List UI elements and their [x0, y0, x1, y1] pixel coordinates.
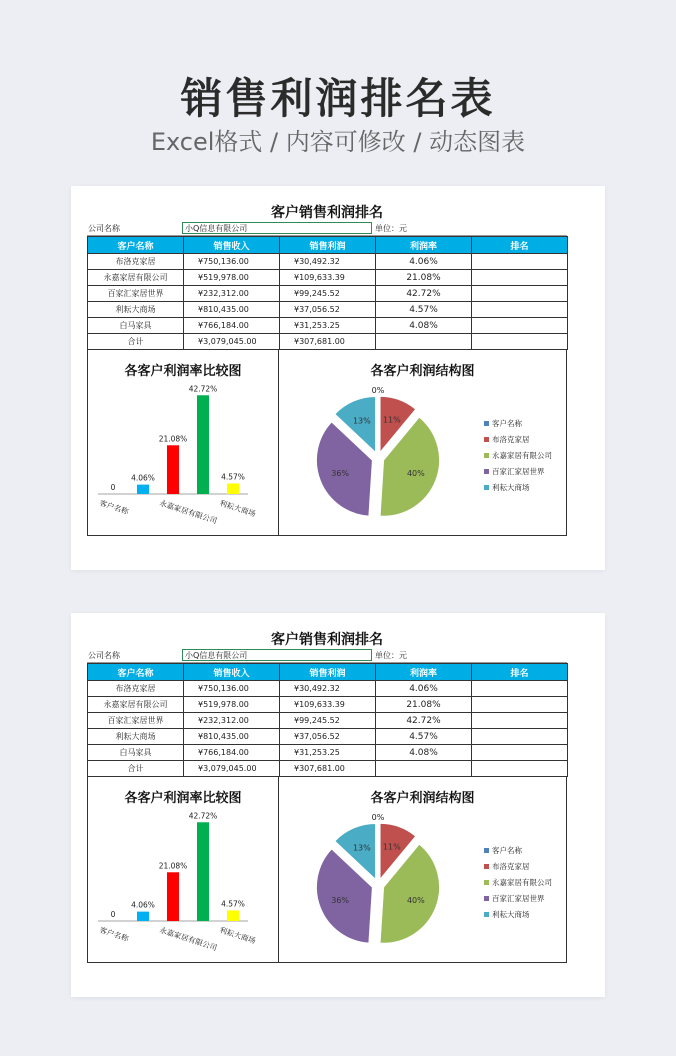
company-name-cell[interactable]: 小Q信息有限公司 [182, 649, 372, 661]
cell-rank[interactable] [472, 318, 568, 334]
legend-label-1: 布洛克家居 [492, 435, 530, 444]
cell-customer[interactable]: 布洛克家居 [88, 254, 184, 270]
table-total-row [88, 334, 568, 350]
legend-label-4: 利耘大商场 [492, 910, 530, 919]
table-row [88, 697, 568, 713]
tick-label-0: 客户名称 [98, 925, 130, 944]
legend-label-3: 百家汇家居世界 [492, 894, 545, 903]
table-row [88, 302, 568, 318]
cell-rate[interactable]: 4.57% [376, 302, 472, 318]
page-title: 销售利润排名表 [180, 74, 496, 123]
ranking-table [87, 663, 568, 777]
data-label-0: 0 [110, 910, 116, 919]
cell-profit[interactable]: ¥99,245.52 [280, 286, 376, 302]
unit-label: 单位：元 [375, 651, 407, 660]
legend-swatch-1 [484, 437, 489, 442]
data-label-4: 4.57% [221, 899, 245, 909]
cell-rate[interactable]: 42.72% [376, 713, 472, 729]
sheet-title: 客户销售利润排名 [271, 205, 383, 221]
tick-label-0: 客户名称 [98, 498, 130, 517]
pie-chart-panel[interactable] [278, 350, 567, 535]
table-header-row [88, 664, 568, 681]
cell-revenue[interactable]: ¥750,136.00 [184, 254, 280, 270]
cell-revenue[interactable]: ¥232,312.00 [184, 713, 280, 729]
legend-label-0: 客户名称 [492, 846, 522, 855]
table-row [88, 729, 568, 745]
cell-profit[interactable]: ¥31,253.25 [280, 318, 376, 334]
cell-rank[interactable] [472, 697, 568, 713]
cell-rate[interactable]: 21.08% [376, 270, 472, 286]
cell-customer[interactable]: 百家汇家居世界 [88, 286, 184, 302]
cell-total-profit[interactable]: ¥307,681.00 [280, 761, 376, 777]
table-row [88, 270, 568, 286]
bar-1 [137, 485, 149, 494]
data-label-4: 4.57% [221, 472, 245, 482]
cell-total-rank[interactable] [472, 334, 568, 350]
bar-2 [167, 872, 179, 921]
header-rate: 利润率 [376, 664, 472, 681]
header-profit: 销售利润 [280, 664, 376, 681]
spreadsheet [87, 204, 567, 536]
legend-swatch-4 [484, 912, 489, 917]
pie-label-2: 40% [406, 468, 425, 478]
header-rate: 利润率 [376, 237, 472, 254]
cell-revenue[interactable]: ¥810,435.00 [184, 729, 280, 745]
cell-revenue[interactable]: ¥810,435.00 [184, 302, 280, 318]
legend-swatch-2 [484, 453, 489, 458]
cell-rate[interactable]: 21.08% [376, 697, 472, 713]
bar-3 [197, 395, 209, 494]
cell-rate[interactable]: 42.72% [376, 286, 472, 302]
header-revenue: 销售收入 [184, 237, 280, 254]
cell-profit[interactable]: ¥109,633.39 [280, 697, 376, 713]
unit-label: 单位：元 [375, 224, 407, 233]
cell-profit[interactable]: ¥37,056.52 [280, 729, 376, 745]
template-card-2 [71, 613, 605, 997]
pie-label-1: 11% [382, 842, 401, 852]
cell-rank[interactable] [472, 713, 568, 729]
cell-revenue[interactable]: ¥519,978.00 [184, 697, 280, 713]
bar-1 [137, 912, 149, 921]
cell-customer[interactable]: 布洛克家居 [88, 681, 184, 697]
tick-label-1: 永嘉家居有限公司 [158, 925, 219, 953]
cell-rank[interactable] [472, 270, 568, 286]
company-label: 公司名称 [88, 651, 120, 660]
cell-profit[interactable]: ¥31,253.25 [280, 745, 376, 761]
header-rank: 排名 [472, 237, 568, 254]
header-profit: 销售利润 [280, 237, 376, 254]
bar-chart-title: 各客户利润率比较图 [124, 791, 242, 806]
cell-total-profit[interactable]: ¥307,681.00 [280, 334, 376, 350]
cell-total-rate[interactable] [376, 334, 472, 350]
cell-revenue[interactable]: ¥519,978.00 [184, 270, 280, 286]
data-label-2: 21.08% [158, 861, 188, 871]
cell-revenue[interactable]: ¥232,312.00 [184, 286, 280, 302]
tick-label-2: 利耘大商场 [218, 498, 257, 519]
cell-total-label[interactable]: 合计 [88, 334, 184, 350]
legend-label-3: 百家汇家居世界 [492, 467, 545, 476]
data-label-0: 0 [110, 483, 116, 492]
table-total-row [88, 761, 568, 777]
bar-4 [227, 910, 239, 921]
table-row [88, 286, 568, 302]
table-header-row [88, 237, 568, 254]
cell-profit[interactable]: ¥30,492.32 [280, 254, 376, 270]
legend-label-2: 永嘉家居有限公司 [492, 451, 552, 460]
sheet-title: 客户销售利润排名 [271, 632, 383, 648]
bar-chart-panel[interactable] [88, 777, 279, 962]
legend-swatch-3 [484, 896, 489, 901]
cell-total-revenue[interactable]: ¥3,079,045.00 [184, 761, 280, 777]
spreadsheet [87, 631, 567, 963]
pie-label-4: 13% [352, 843, 371, 853]
pie-chart-panel[interactable] [278, 777, 567, 962]
cell-rank[interactable] [472, 286, 568, 302]
cell-rank[interactable] [472, 729, 568, 745]
legend-swatch-0 [484, 421, 489, 426]
data-label-2: 21.08% [158, 434, 188, 444]
header-customer: 客户名称 [88, 237, 184, 254]
legend-swatch-2 [484, 880, 489, 885]
table-row [88, 713, 568, 729]
info-row [87, 222, 567, 236]
legend-label-4: 利耘大商场 [492, 483, 530, 492]
cell-revenue[interactable]: ¥766,184.00 [184, 318, 280, 334]
data-label-1: 4.06% [131, 900, 155, 910]
cell-customer[interactable]: 永嘉家居有限公司 [88, 697, 184, 713]
pie-label-2: 40% [406, 895, 425, 905]
cell-rate[interactable]: 4.06% [376, 254, 472, 270]
pie-label-4: 13% [352, 416, 371, 426]
company-name-cell[interactable]: 小Q信息有限公司 [182, 222, 372, 234]
cell-rate[interactable]: 4.08% [376, 745, 472, 761]
data-label-3: 42.72% [188, 811, 218, 821]
cell-profit[interactable]: ¥37,056.52 [280, 302, 376, 318]
ranking-table [87, 236, 568, 350]
cell-total-rate[interactable] [376, 761, 472, 777]
cell-total-revenue[interactable]: ¥3,079,045.00 [184, 334, 280, 350]
bar-2 [167, 445, 179, 494]
table-row [88, 318, 568, 334]
cell-rank[interactable] [472, 745, 568, 761]
legend-swatch-1 [484, 864, 489, 869]
pie-label-0: 0% [371, 386, 385, 395]
cell-rank[interactable] [472, 254, 568, 270]
header-customer: 客户名称 [88, 664, 184, 681]
cell-profit[interactable]: ¥109,633.39 [280, 270, 376, 286]
charts-area [87, 350, 567, 536]
tick-label-1: 永嘉家居有限公司 [158, 498, 219, 526]
table-row [88, 254, 568, 270]
pie-label-3: 36% [331, 468, 350, 478]
header-revenue: 销售收入 [184, 664, 280, 681]
cell-total-label[interactable]: 合计 [88, 761, 184, 777]
data-label-1: 4.06% [131, 473, 155, 483]
cell-profit[interactable]: ¥99,245.52 [280, 713, 376, 729]
cell-rank[interactable] [472, 681, 568, 697]
info-row [87, 649, 567, 663]
tick-label-2: 利耘大商场 [218, 925, 257, 946]
table-row [88, 681, 568, 697]
template-card-1 [71, 186, 605, 570]
bar-3 [197, 822, 209, 921]
bar-4 [227, 483, 239, 494]
cell-rate[interactable]: 4.57% [376, 729, 472, 745]
pie-chart-title: 各客户利润结构图 [370, 364, 475, 379]
legend-swatch-0 [484, 848, 489, 853]
cell-rate[interactable]: 4.08% [376, 318, 472, 334]
cell-revenue[interactable]: ¥766,184.00 [184, 745, 280, 761]
cell-rank[interactable] [472, 302, 568, 318]
cell-customer[interactable]: 利耘大商场 [88, 729, 184, 745]
legend-label-1: 布洛克家居 [492, 862, 530, 871]
table-row [88, 745, 568, 761]
charts-area [87, 777, 567, 963]
bar-chart-title: 各客户利润率比较图 [124, 364, 242, 379]
legend-swatch-3 [484, 469, 489, 474]
legend-swatch-4 [484, 485, 489, 490]
cell-customer[interactable]: 百家汇家居世界 [88, 713, 184, 729]
pie-label-0: 0% [371, 813, 385, 822]
cell-profit[interactable]: ¥30,492.32 [280, 681, 376, 697]
cell-rate[interactable]: 4.06% [376, 681, 472, 697]
bar-chart-panel[interactable] [88, 350, 279, 535]
cell-revenue[interactable]: ¥750,136.00 [184, 681, 280, 697]
pie-chart-title: 各客户利润结构图 [370, 791, 475, 806]
legend-label-0: 客户名称 [492, 419, 522, 428]
pie-label-3: 36% [331, 895, 350, 905]
cell-total-rank[interactable] [472, 761, 568, 777]
legend-label-2: 永嘉家居有限公司 [492, 878, 552, 887]
page-subtitle: Excel格式 / 内容可修改 / 动态图表 [150, 128, 526, 156]
pie-label-1: 11% [382, 415, 401, 425]
header-rank: 排名 [472, 664, 568, 681]
data-label-3: 42.72% [188, 384, 218, 394]
company-label: 公司名称 [88, 224, 120, 233]
cell-customer[interactable]: 白马家具 [88, 745, 184, 761]
cell-customer[interactable]: 利耘大商场 [88, 302, 184, 318]
cell-customer[interactable]: 白马家具 [88, 318, 184, 334]
cell-customer[interactable]: 永嘉家居有限公司 [88, 270, 184, 286]
